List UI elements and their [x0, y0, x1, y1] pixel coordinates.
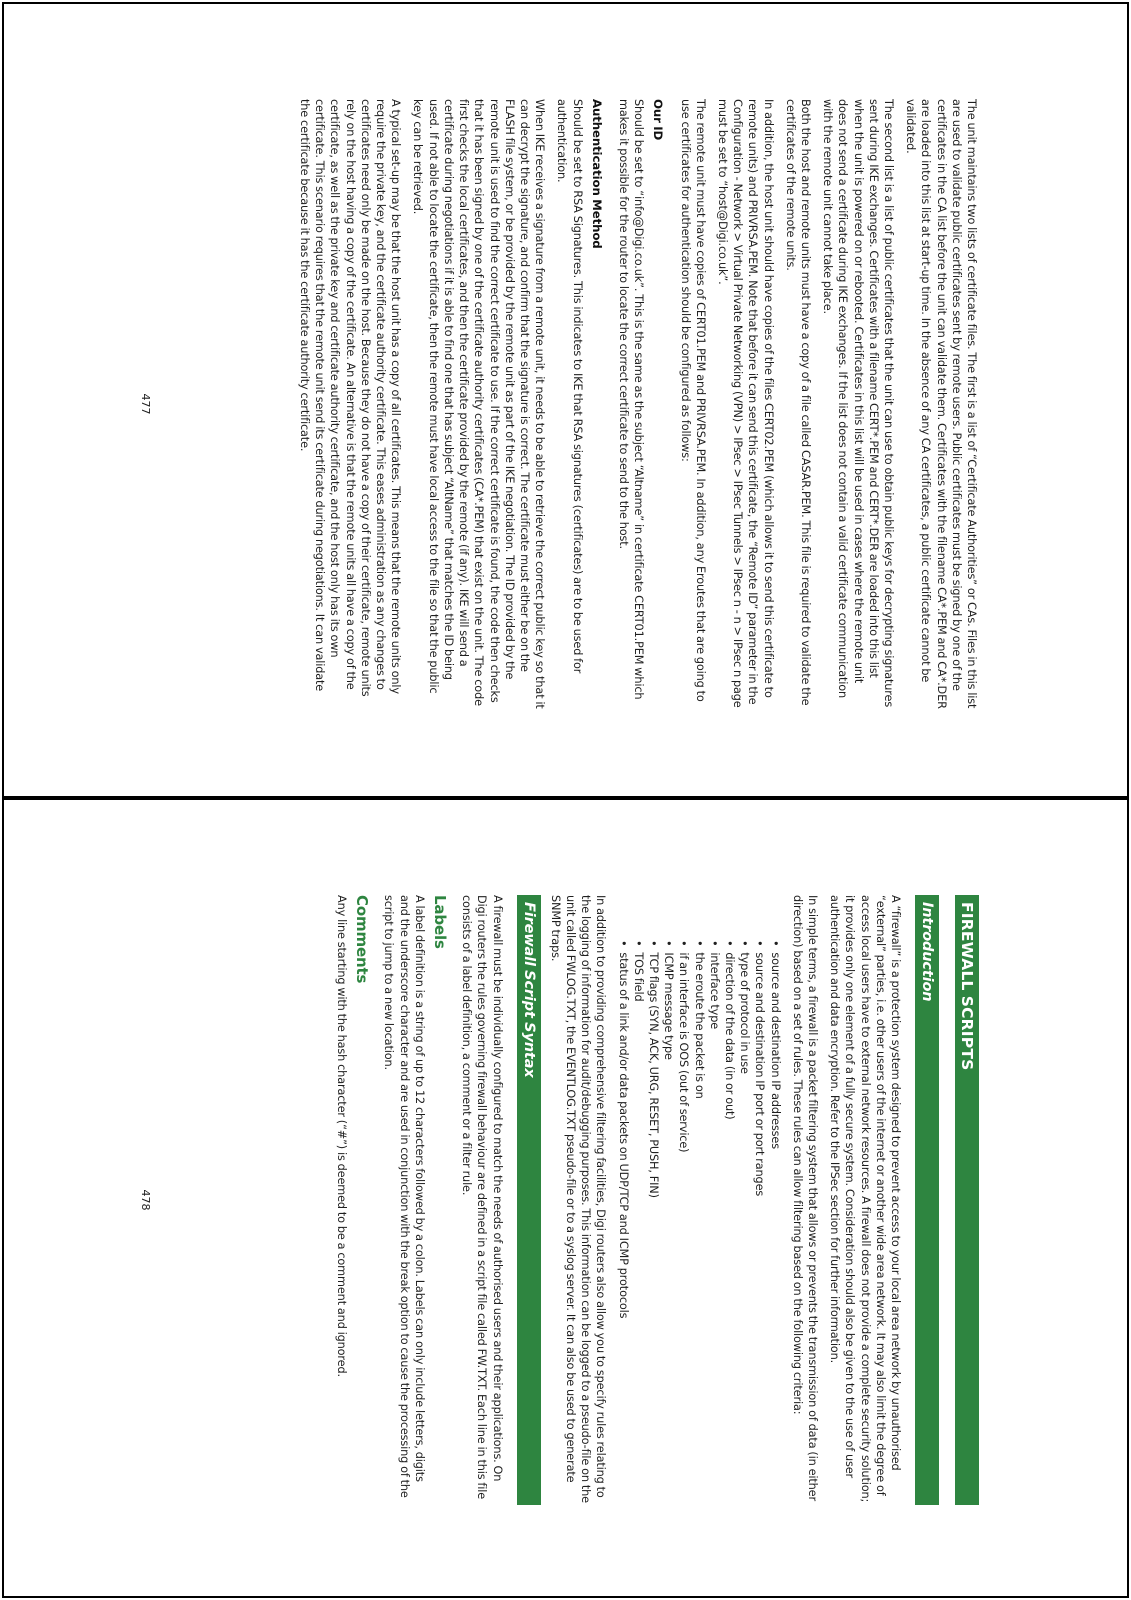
- rotated-page-477: [4, 4, 1127, 796]
- bullet-item: • type of protocol in use: [737, 940, 752, 1505]
- bullet-item: • the eroute the packet is on: [691, 940, 706, 1505]
- paragraph: A label definition is a string of up to 12 characters followed by a colon. Labels can only include letters, digits and the underscore character and are used in conjunction with the break option to cause the processing of the script to jump to a new location.: [382, 895, 426, 1498]
- bullet-item: • interface type: [707, 940, 722, 1505]
- page-number: 478: [139, 1189, 152, 1211]
- paragraph: The remote unit must have copies of CERT01.PEM and PRIVRSA.PEM. In addition, any Eroutes that are going to use certificates for authentication should be configured as follows:: [678, 99, 707, 702]
- bullet-item: • if an interface is OOS (out of service): [676, 940, 691, 1505]
- rotated-page-478: [4, 800, 1127, 1592]
- paragraph: Should be set to RSA Signatures. This indicates to IKE that RSA signatures (certificates) are to be used for authentication.: [555, 99, 584, 674]
- bullet-item: • TOS field: [631, 940, 646, 1505]
- bullet-item: • direction of the data (in or out): [722, 940, 737, 1505]
- paragraph: Any line starting with the hash character (“#”) is deemed to be a comment and ignored.: [334, 895, 348, 1377]
- paragraph: In addition to providing comprehensive filtering facilities, Digi routers also allow you to specify rules relating to the logging of information for audit/debugging purposes. This information can be logged to a pseudo-file on the unit called FWLOG.TXT, the EVENTLOG.TXT pseudo-file or to a syslog server. It can also be used to generate SNMP traps.: [548, 895, 608, 1503]
- paragraph: Should be set to “info@Digi.co.uk”. This is the same as the subject “Altname” in certificate CERT01.PEM which makes it possible for the router to locate the correct certificate to send to the host.: [616, 99, 646, 700]
- bullet-item: • status of a link and/or data packets on UDP/TCP and ICMP protocols: [615, 940, 630, 1505]
- page-number: 477: [139, 393, 152, 415]
- bullet-item: • TCP flags (SYN, ACK, URG, RESET, PUSH, FIN): [646, 940, 661, 1505]
- subsection-heading: Labels: [430, 895, 449, 949]
- page-477-region: [2, 2, 1129, 798]
- paragraph: A firewall must be individually configured to match the needs of authorised users and their applications. On Digi routers the rules governing firewall behaviour are defined in a script file called FW.TXT. Each line in this file consists of a label definition, a comment or a filter rule.: [460, 895, 504, 1500]
- paragraph: A typical set-up may be that the host unit has a copy of all certificates. This means that the remote units only require the private key, and the certificate authority certificate. This eases administration as any changes to certificates need only be made on the host. Because they do not have a copy of their certificate, remote units rely on the host having a copy of the certificate. An alternative is that the remote units all have a copy of the certificate, as well as the private key and certificate authority certificate, and the host only has its own certificate. This scenario requires that the remote unit send its certificate during negotiations. It can validate the certificate because it has the certificate authority certificate.: [298, 99, 403, 697]
- subsection-title-bar: Firewall Script Syntax: [517, 895, 541, 1505]
- paragraph: In addition, the host unit should have copies of the files CERT02.PEM (which allows it to send this certificate to remote units) and PRIVRSA.PEM. Note that before it can send this certificate, the “Remote ID” parameter in the Configuration - Network > Virtual Private Networking (VPN) > IPsec > IPsec Tunnels > IPsec n - n > IPsec n page must be set to “host@Digi.co.uk”.: [715, 99, 775, 708]
- section-title-bar: FIREWALL SCRIPTS: [955, 895, 979, 1505]
- page-478-content: [334, 895, 979, 1505]
- field-heading: Authentication Method: [589, 99, 604, 249]
- paragraph: Both the host and remote units must have a copy of a file called CASAR.PEM. This file is required to validate the certificates of the remote units.: [783, 99, 812, 706]
- bullet-item: • source and destination IP port or port ranges: [752, 940, 767, 1505]
- page-477-content: [297, 99, 979, 709]
- bullet-item: • source and destination IP addresses: [767, 940, 782, 1505]
- bullet-list: [615, 895, 782, 1505]
- paragraph: In simple terms, a firewall is a packet filtering system that allows or prevents the transmission of data (in either direction) based on a set of rules. These rules can allow filtering based on the following criteria:: [790, 895, 819, 1501]
- paragraph: The unit maintains two lists of certificate files. The first is a list of “Certificate Authorities” or CAs. Files in this list are used to validate public certificates sent by remote users. Public certificates must be signed by one of the certificates in the CA list before the unit can validate them. Certificates with the filename CA*.PEM and CA*.DER are loaded into this list at start-up time. In the absence of any CA certificates, a public certificate cannot be validated.: [904, 99, 978, 709]
- subsection-title-bar: Introduction: [915, 895, 939, 1505]
- bullet-item: • ICMP message type: [661, 940, 676, 1505]
- paragraph: The second list is a list of public certificates that the unit can use to obtain public keys for decrypting signatures sent during IKE exchanges. Certificates with a filename CERT*.PEM and CERT*.DER are loaded into this list when the unit is powered on or rebooted. Certificates in this list will be used in cases where the remote unit does not send a certificate during IKE exchanges. If the list does not contain a valid certificate communication with the remote unit cannot take place.: [821, 99, 895, 708]
- field-heading: Our ID: [651, 99, 666, 141]
- paragraph: When IKE receives a signature from a remote unit, it needs to be able to retrieve the correct public key so that it can decrypt the signature, and confirm that the signature is correct. The certificate must either be on the FLASH file system, or be provided by the remote unit as part of the IKE negotiation. The ID provided by the remote unit is used to find the correct certificate to use. If the correct certificate is found, the code then checks that it has been signed by one of the certificate authority certificates (CA*.PEM) that exist on the unit. The code first checks the local certificates, and then the certificate provided by the remote (if any). IKE will send a certificate during negotiations if it is able to find one that has subject “AltName” that matches the ID being used. If not able to locate the certificate, then the remote must have local access to the file so that the public key can be retrieved.: [411, 99, 547, 709]
- page-478-region: [2, 798, 1129, 1598]
- subsection-heading: Comments: [353, 895, 372, 984]
- paragraph: A “firewall” is a protection system designed to prevent access to your local area network by unauthorised “external” parties, i.e. other users of the internet or another wide area network. It may also limit the degree of access local users have to external network resources. A firewall does not provide a complete security solution; it provides only one element of a fully secure system. Consideration should also be given to the use of user authentication and data encryption. Refer to the IPSec section for further information.: [828, 895, 902, 1503]
